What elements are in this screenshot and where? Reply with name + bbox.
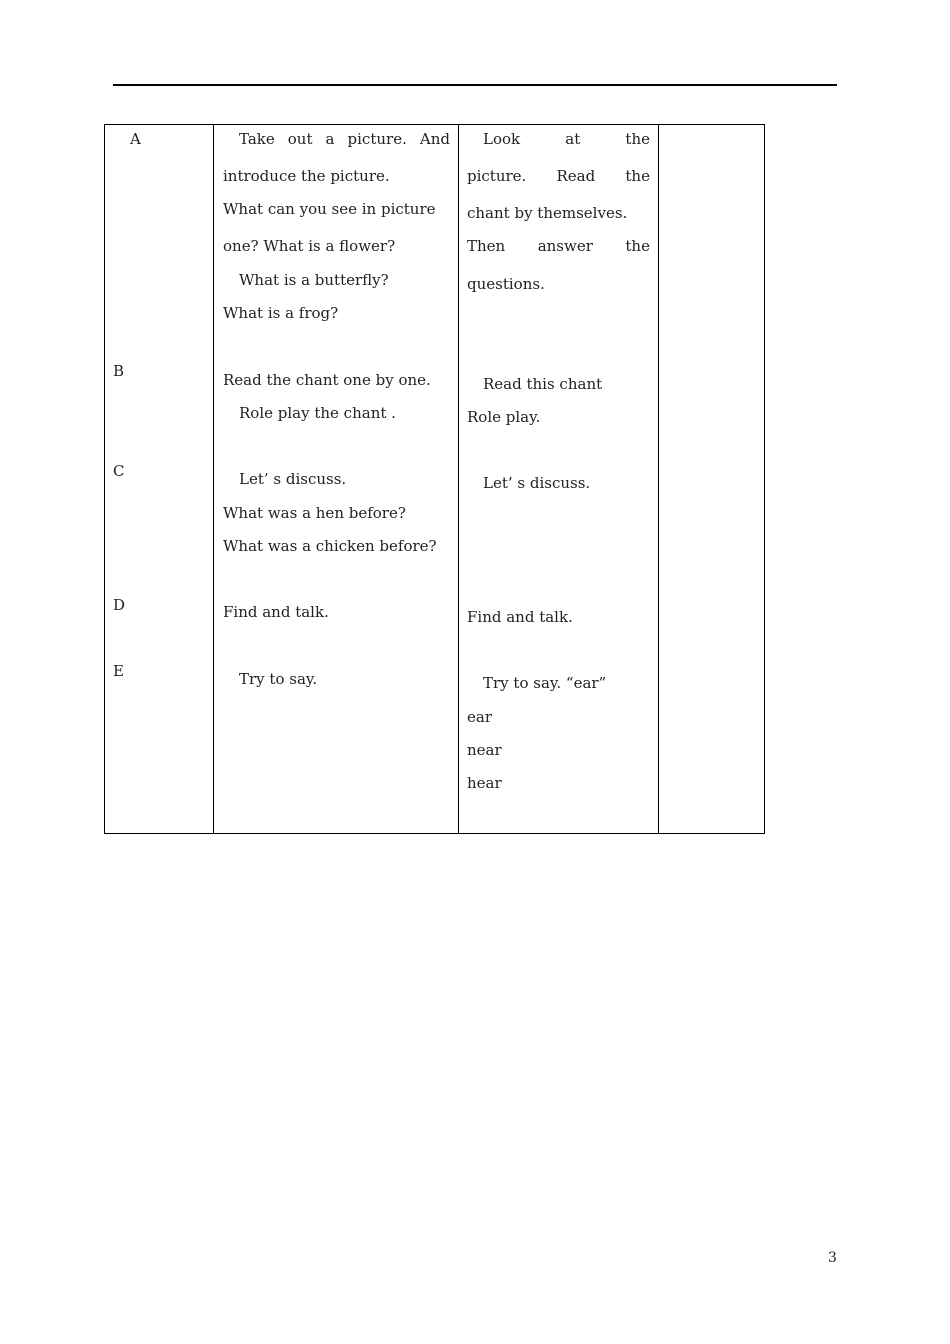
student-activity-line: hear: [467, 774, 502, 792]
teacher-activity-line: What is a butterfly?: [239, 271, 389, 289]
column-divider: [658, 125, 659, 833]
teacher-activity-line: Take out a picture. And: [239, 130, 450, 148]
step-label-e: E: [113, 662, 124, 680]
column-divider: [213, 125, 214, 833]
step-label-d: D: [113, 596, 126, 614]
step-label-b: B: [113, 362, 125, 380]
teacher-activity-line: What was a hen before?: [223, 504, 406, 522]
teacher-activity-line: What can you see in picture: [223, 200, 436, 218]
teacher-activity-line: Role play the chant .: [239, 404, 396, 422]
step-label-c: C: [113, 462, 125, 480]
teacher-activity-line: introduce the picture.: [223, 167, 390, 185]
teacher-activity-line: Read the chant one by one.: [223, 371, 431, 389]
lesson-table: [104, 124, 765, 834]
teacher-activity-line: What was a chicken before?: [223, 537, 437, 555]
column-divider: [458, 125, 459, 833]
student-activity-line: Find and talk.: [467, 608, 573, 626]
teacher-activity-line: What is a frog?: [223, 304, 339, 322]
header-rule: [113, 84, 837, 86]
student-activity-line: near: [467, 741, 502, 759]
student-activity-line: Read this chant: [483, 375, 603, 393]
student-activity-line: questions.: [467, 275, 545, 293]
step-label-a: A: [130, 130, 141, 148]
page-number: 3: [828, 1250, 837, 1266]
teacher-activity-line: one? What is a flower?: [223, 237, 396, 255]
student-activity-line: Role play.: [467, 408, 541, 426]
teacher-activity-line: Let’ s discuss.: [239, 470, 347, 488]
student-activity-line: chant by themselves.: [467, 204, 628, 222]
student-activity-line: picture. Read the: [467, 167, 650, 185]
teacher-activity-line: Find and talk.: [223, 603, 329, 621]
student-activity-line: Look at the: [483, 130, 650, 148]
student-activity-line: Then answer the: [467, 237, 650, 255]
teacher-activity-line: Try to say.: [239, 670, 318, 688]
student-activity-line: Let’ s discuss.: [483, 474, 591, 492]
student-activity-line: ear: [467, 708, 492, 726]
student-activity-line: Try to say. “ear”: [483, 674, 607, 692]
